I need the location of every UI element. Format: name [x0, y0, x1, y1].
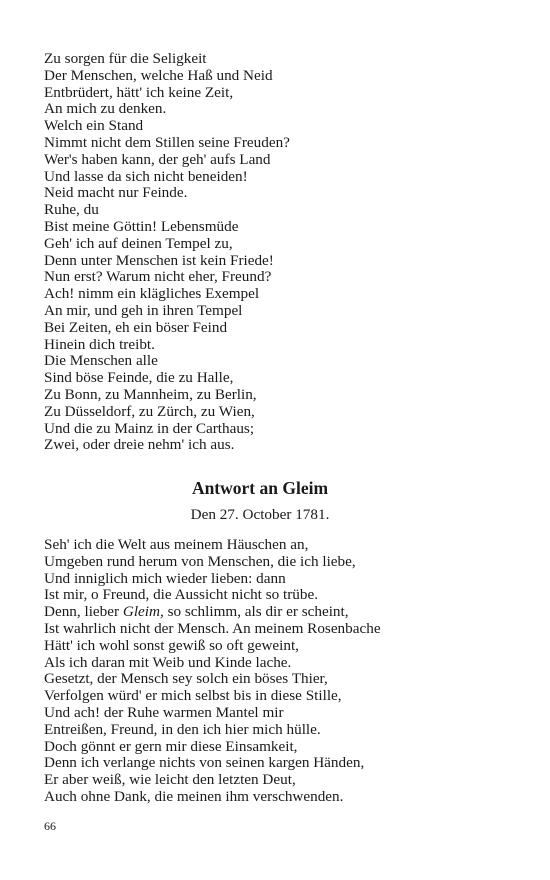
- verse-line: Ach! nimm ein klägliches Exempel: [44, 285, 260, 303]
- verse-line: Sind böse Feinde, die zu Halle,: [44, 369, 234, 387]
- verse-line: Ist wahrlich nicht der Mensch. An meinem Rosenbache: [44, 619, 381, 637]
- verse-line: Zu Düsseldorf, zu Zürch, zu Wien,: [44, 402, 255, 420]
- verse-line: Die Menschen alle: [44, 352, 158, 370]
- verse-line: Denn ich verlange nichts von seinen kargen Händen,: [44, 754, 365, 772]
- italic-name: Gleim,: [122, 603, 164, 621]
- verse-line: Gesetzt, der Mensch sey solch ein böses Thier,: [44, 670, 328, 688]
- verse-line: Verfolgen würd' er mich selbst bis in diese Stille,: [44, 687, 342, 705]
- verse-line: Neid macht nur Feinde.: [44, 184, 188, 202]
- verse-line: Hinein dich treibt.: [44, 335, 155, 353]
- verse-text: Denn, lieber: [44, 603, 123, 621]
- verse-line-with-italic: [44, 604, 381, 621]
- verse-line: Ruhe, du: [44, 201, 99, 219]
- verse-line: Entreißen, Freund, in den ich hier mich hülle.: [44, 720, 321, 738]
- verse-line: Hätt' ich wohl sonst gewiß so oft geweint,: [44, 636, 299, 654]
- verse-line: Entbrüdert, hätt' ich keine Zeit,: [44, 83, 234, 101]
- verse-line: Umgeben rund herum von Menschen, die ich liebe,: [44, 552, 356, 570]
- verse-line: Als ich daran mit Weib und Kinde lache.: [44, 653, 292, 671]
- verse-line: An mir, und geh in ihren Tempel: [44, 301, 243, 319]
- verse-line: Zu Bonn, zu Mannheim, zu Berlin,: [44, 385, 257, 403]
- verse-line: Nimmt nicht dem Stillen seine Freuden?: [44, 133, 290, 151]
- verse-line: Ist mir, o Freund, die Aussicht nicht so trübe.: [44, 586, 319, 604]
- poem-date: Den 27. October 1781.: [190, 506, 330, 523]
- poem-title: Antwort an Gleim: [191, 478, 329, 498]
- verse-line: Und ach! der Ruhe warmen Mantel mir: [44, 703, 284, 721]
- second-poem-stanza: [44, 537, 381, 806]
- verse-line: An mich zu denken.: [44, 100, 167, 118]
- verse-line: Zwei, oder dreie nehm' ich aus.: [44, 436, 235, 454]
- verse-line: Bei Zeiten, eh ein böser Feind: [44, 318, 228, 336]
- verse-line: Denn unter Menschen ist kein Friede!: [44, 251, 274, 269]
- verse-line: Doch gönnt er gern mir diese Einsamkeit,: [44, 737, 298, 755]
- verse-line: Und die zu Mainz in der Carthaus;: [44, 419, 255, 437]
- verse-line: Geh' ich auf deinen Tempel zu,: [44, 234, 233, 252]
- verse-line: Der Menschen, welche Haß und Neid: [44, 66, 273, 84]
- verse-line: Seh' ich die Welt aus meinem Häuschen an,: [44, 536, 309, 553]
- verse-line: Auch ohne Dank, die meinen ihm verschwenden.: [44, 787, 344, 805]
- verse-line: Bist meine Göttin! Lebensmüde: [44, 217, 239, 235]
- verse-line: Und lasse da sich nicht beneiden!: [44, 167, 248, 185]
- verse-line: Welch ein Stand: [44, 117, 144, 135]
- verse-line: Und inniglich mich wieder lieben: dann: [44, 569, 286, 587]
- verse-text: so schlimm, als dir er scheint,: [163, 603, 349, 621]
- verse-line: Er aber weiß, wie leicht den letzten Deut,: [44, 771, 296, 789]
- verse-line: Wer's haben kann, der geh' aufs Land: [44, 150, 271, 168]
- page-number: 66: [44, 819, 56, 833]
- verse-line: Zu sorgen für die Seligkeit: [44, 50, 207, 67]
- verse-line: Nun erst? Warum nicht eher, Freund?: [44, 268, 272, 286]
- first-poem-stanza: [44, 51, 290, 454]
